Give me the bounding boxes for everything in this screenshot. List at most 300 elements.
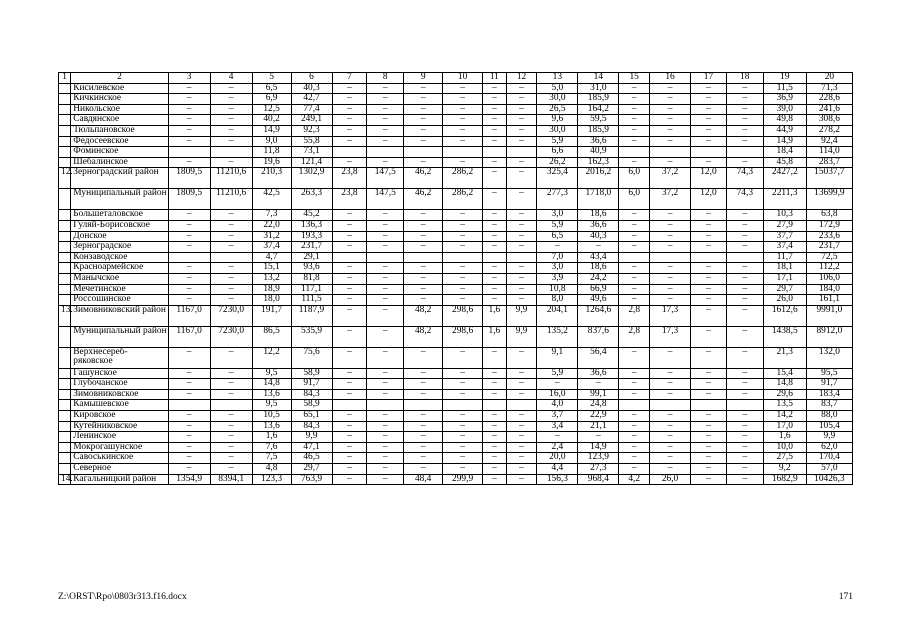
table-cell: 8,0 [537, 295, 578, 306]
table-cell: – [443, 432, 483, 443]
table-row [59, 432, 853, 443]
table-cell: – [619, 411, 650, 422]
table-cell [210, 252, 252, 263]
table-cell: – [332, 273, 367, 284]
table-cell: – [506, 157, 537, 168]
table-cell: 2427,2 [763, 168, 806, 189]
table-cell: – [168, 210, 210, 221]
table-cell: – [443, 464, 483, 475]
table-cell: 9,9 [506, 305, 537, 326]
table-cell: – [404, 284, 443, 295]
row-name: Савоськинское [71, 453, 168, 464]
table-cell: – [726, 326, 763, 347]
table-cell: – [483, 284, 507, 295]
table-cell: – [332, 326, 367, 347]
table-cell: 37,2 [650, 168, 691, 189]
table-cell: – [367, 125, 404, 136]
table-cell: 9,1 [537, 347, 578, 368]
table-cell: 74,3 [726, 168, 763, 189]
table-cell: – [210, 231, 252, 242]
table-cell: – [691, 474, 727, 485]
table-cell: 241,6 [806, 104, 852, 115]
header-cell: 18 [726, 73, 763, 84]
table-cell: – [332, 284, 367, 295]
table-cell: – [332, 220, 367, 231]
table-cell: 31,0 [578, 83, 619, 94]
table-cell: – [367, 104, 404, 115]
table-cell: – [726, 242, 763, 253]
table-cell: – [619, 464, 650, 475]
header-cell: 6 [291, 73, 332, 84]
table-cell: 11,7 [763, 252, 806, 263]
header-cell: 1 [59, 73, 71, 84]
table-cell: 17,3 [650, 326, 691, 347]
table-cell: – [691, 157, 727, 168]
table-cell: 48,4 [404, 474, 443, 485]
row-number [59, 284, 71, 295]
row-number [59, 115, 71, 126]
table-cell: – [210, 295, 252, 306]
table-cell: – [619, 295, 650, 306]
header-cell: 14 [578, 73, 619, 84]
table-cell [443, 147, 483, 158]
table-cell: 9,6 [537, 115, 578, 126]
table-cell: 77,4 [291, 104, 332, 115]
table-cell: – [210, 464, 252, 475]
table-cell: – [506, 432, 537, 443]
table-cell: – [210, 442, 252, 453]
table-cell: – [404, 94, 443, 105]
table-cell: – [332, 464, 367, 475]
table-cell: 19,6 [252, 157, 291, 168]
table-cell: – [619, 125, 650, 136]
table-cell: 5,9 [537, 220, 578, 231]
table-cell: – [506, 295, 537, 306]
table-cell: – [332, 263, 367, 274]
table-cell: – [506, 104, 537, 115]
table-cell: 37,4 [252, 242, 291, 253]
table-cell: 24,8 [578, 400, 619, 411]
page-number: 171 [838, 592, 853, 602]
table-cell: – [691, 389, 727, 400]
table-cell: 29,7 [763, 284, 806, 295]
table-cell: – [578, 432, 619, 443]
table-header-row [59, 73, 853, 84]
table-cell: 1167,0 [168, 305, 210, 326]
table-cell [691, 400, 727, 411]
table-cell: – [650, 284, 691, 295]
table-cell: 27,3 [578, 464, 619, 475]
table-cell: 6,9 [252, 94, 291, 105]
table-cell: 26,0 [650, 474, 691, 485]
table-cell: – [210, 432, 252, 443]
row-name: Федосеевское [71, 136, 168, 147]
row-name: Зимовниковское [71, 389, 168, 400]
table-cell: 837,6 [578, 326, 619, 347]
table-cell: – [506, 284, 537, 295]
table-cell: 1718,0 [578, 189, 619, 210]
table-cell: – [619, 389, 650, 400]
table-cell: 1,6 [252, 432, 291, 443]
table-cell: – [367, 94, 404, 105]
table-cell: 30,0 [537, 94, 578, 105]
header-cell: 16 [650, 73, 691, 84]
row-name: Савдянское [71, 115, 168, 126]
header-cell: 15 [619, 73, 650, 84]
row-name: Кагальницкий район [71, 474, 168, 485]
table-cell: – [691, 125, 727, 136]
table-cell: – [619, 83, 650, 94]
table-cell [404, 252, 443, 263]
table-cell: – [537, 379, 578, 390]
table-row [59, 284, 853, 295]
table-cell: 18,6 [578, 210, 619, 221]
table-cell: 1354,9 [168, 474, 210, 485]
table-cell [404, 400, 443, 411]
table-cell: – [210, 273, 252, 284]
table-cell: 2,8 [619, 305, 650, 326]
table-cell: – [650, 242, 691, 253]
table-cell: – [404, 125, 443, 136]
table-cell: 99,1 [578, 389, 619, 400]
table-cell: 74,3 [726, 189, 763, 210]
table-cell: 147,5 [367, 189, 404, 210]
row-number [59, 411, 71, 422]
table-cell [367, 147, 404, 158]
footer-file-path: Z:\ORST\Rpo\0803r313.f16.docx [58, 592, 187, 602]
table-cell: – [332, 453, 367, 464]
table-cell: – [506, 94, 537, 105]
row-name: Большеталовское [71, 210, 168, 221]
row-name: Верхнесереб-ряковское [71, 347, 168, 368]
table-cell: 92,4 [806, 136, 852, 147]
table-row [59, 125, 853, 136]
table-cell: 2,8 [619, 326, 650, 347]
table-cell: 40,3 [578, 231, 619, 242]
table-cell: – [650, 432, 691, 443]
table-cell: – [332, 347, 367, 368]
table-cell: – [691, 210, 727, 221]
table-cell: 136,3 [291, 220, 332, 231]
row-number: 13. [59, 305, 71, 326]
table-cell: – [168, 242, 210, 253]
table-cell: 106,0 [806, 273, 852, 284]
table-cell: 4,4 [537, 464, 578, 475]
table-cell: – [650, 83, 691, 94]
table-cell: 42,7 [291, 94, 332, 105]
table-cell: – [404, 432, 443, 443]
table-cell [691, 252, 727, 263]
table-row [59, 83, 853, 94]
table-cell: 29,7 [291, 464, 332, 475]
row-name: Зерноградский район [71, 168, 168, 189]
table-cell: 81,8 [291, 273, 332, 284]
table-cell: – [443, 368, 483, 379]
table-cell: – [332, 442, 367, 453]
table-cell: – [168, 442, 210, 453]
table-cell: – [483, 94, 507, 105]
table-cell: – [443, 115, 483, 126]
table-cell: 12,2 [252, 347, 291, 368]
table-cell: 46,2 [404, 189, 443, 210]
table-cell: 14,8 [763, 379, 806, 390]
table-cell: – [506, 464, 537, 475]
table-cell: – [619, 263, 650, 274]
table-cell: 18,4 [763, 147, 806, 158]
table-cell: 42,5 [252, 189, 291, 210]
table-cell: – [443, 442, 483, 453]
row-number [59, 231, 71, 242]
table-cell: 23,8 [332, 189, 367, 210]
table-cell: – [210, 389, 252, 400]
table-cell [483, 147, 507, 158]
table-row [59, 136, 853, 147]
table-cell [332, 252, 367, 263]
table-cell: – [650, 125, 691, 136]
table-cell: 39,0 [763, 104, 806, 115]
header-cell: 17 [691, 73, 727, 84]
table-cell: 278,2 [806, 125, 852, 136]
table-cell: – [332, 411, 367, 422]
table-cell: – [726, 432, 763, 443]
header-cell: 8 [367, 73, 404, 84]
header-cell: 2 [71, 73, 168, 84]
table-cell: 55,8 [291, 136, 332, 147]
table-cell: 763,9 [291, 474, 332, 485]
table-cell: 75,6 [291, 347, 332, 368]
table-cell: – [691, 115, 727, 126]
table-cell: – [332, 115, 367, 126]
table-cell: – [367, 432, 404, 443]
table-cell: – [210, 421, 252, 432]
table-cell: – [726, 157, 763, 168]
table-cell: – [483, 273, 507, 284]
table-cell [210, 400, 252, 411]
table-cell: – [443, 220, 483, 231]
table-cell: – [332, 125, 367, 136]
table-cell: 11210,6 [210, 189, 252, 210]
table-cell: – [404, 347, 443, 368]
table-cell: 4,2 [619, 474, 650, 485]
table-cell [367, 400, 404, 411]
table-cell: – [168, 368, 210, 379]
table-cell: – [691, 94, 727, 105]
table-cell: 36,6 [578, 220, 619, 231]
table-cell: – [506, 273, 537, 284]
table-row [59, 220, 853, 231]
row-number [59, 125, 71, 136]
table-cell: 20,0 [537, 453, 578, 464]
table-cell: 193,3 [291, 231, 332, 242]
table-cell: – [168, 464, 210, 475]
table-cell: 44,9 [763, 125, 806, 136]
table-cell: – [691, 104, 727, 115]
table-cell: 11210,6 [210, 168, 252, 189]
table-cell: – [506, 379, 537, 390]
table-cell: 66,9 [578, 284, 619, 295]
table-cell: – [506, 347, 537, 368]
table-row [59, 442, 853, 453]
row-number [59, 389, 71, 400]
table-cell [332, 400, 367, 411]
table-cell: – [404, 464, 443, 475]
table-cell: – [691, 432, 727, 443]
table-cell: – [506, 368, 537, 379]
table-cell: 36,9 [763, 94, 806, 105]
table-cell: – [726, 411, 763, 422]
table-cell: – [650, 104, 691, 115]
table-cell: – [726, 115, 763, 126]
table-cell: 15,4 [763, 368, 806, 379]
table-cell: 26,2 [537, 157, 578, 168]
table-cell: 4,0 [537, 400, 578, 411]
table-cell: 49,8 [763, 115, 806, 126]
table-cell: 1187,9 [291, 305, 332, 326]
table-cell: – [691, 368, 727, 379]
table-cell: 9,9 [291, 432, 332, 443]
table-cell: – [483, 379, 507, 390]
table-cell: – [691, 136, 727, 147]
table-cell: 123,3 [252, 474, 291, 485]
table-cell: 1264,6 [578, 305, 619, 326]
row-name: Кутейниковское [71, 421, 168, 432]
table-cell: – [483, 231, 507, 242]
row-name: Муниципальный район [71, 326, 168, 347]
table-cell: – [483, 474, 507, 485]
table-cell [726, 147, 763, 158]
table-cell: – [367, 421, 404, 432]
row-number [59, 442, 71, 453]
table-cell: – [168, 263, 210, 274]
table-cell: – [443, 157, 483, 168]
table-cell: 1,6 [483, 305, 507, 326]
table-cell: – [726, 305, 763, 326]
table-cell [210, 147, 252, 158]
table-cell: – [483, 189, 507, 210]
table-cell: – [332, 83, 367, 94]
table-cell: 121,4 [291, 157, 332, 168]
table-cell: – [210, 157, 252, 168]
table-cell: – [726, 284, 763, 295]
table-cell: – [210, 242, 252, 253]
table-cell: – [506, 453, 537, 464]
table-cell: 17,0 [763, 421, 806, 432]
table-row [59, 157, 853, 168]
table-cell: – [691, 284, 727, 295]
table-row [59, 210, 853, 221]
table-cell: 15,1 [252, 263, 291, 274]
table-cell: – [367, 210, 404, 221]
table-cell: – [404, 136, 443, 147]
table-row [59, 453, 853, 464]
table-cell: – [506, 263, 537, 274]
table-cell: – [726, 464, 763, 475]
table-cell: 9,9 [506, 326, 537, 347]
table-row [59, 189, 853, 210]
table-cell: – [483, 453, 507, 464]
table-cell: 210,3 [252, 168, 291, 189]
table-cell: – [506, 125, 537, 136]
table-cell: – [168, 284, 210, 295]
table-cell: 105,4 [806, 421, 852, 432]
table-cell: – [168, 453, 210, 464]
table-cell: – [726, 421, 763, 432]
table-cell: 147,5 [367, 168, 404, 189]
table-cell [650, 147, 691, 158]
table-row [59, 104, 853, 115]
table-cell: 968,4 [578, 474, 619, 485]
table-cell: – [367, 115, 404, 126]
table-cell: – [506, 421, 537, 432]
table-cell: – [691, 231, 727, 242]
table-cell: 283,7 [806, 157, 852, 168]
row-name: Донское [71, 231, 168, 242]
table-cell: – [691, 305, 727, 326]
table-cell: – [483, 368, 507, 379]
table-cell: – [443, 104, 483, 115]
table-cell: – [443, 347, 483, 368]
header-cell: 9 [404, 73, 443, 84]
table-cell: 6,0 [619, 189, 650, 210]
table-cell: – [537, 432, 578, 443]
row-name: Конзаводское [71, 252, 168, 263]
table-cell: – [404, 83, 443, 94]
table-cell: – [332, 210, 367, 221]
row-number [59, 421, 71, 432]
table-cell: – [210, 115, 252, 126]
table-cell: 1167,0 [168, 326, 210, 347]
row-number [59, 400, 71, 411]
table-cell: – [210, 411, 252, 422]
table-cell: 37,4 [763, 242, 806, 253]
row-name: Зимовниковский район [71, 305, 168, 326]
table-cell: – [506, 210, 537, 221]
table-cell: 14,2 [763, 411, 806, 422]
table-cell: 156,3 [537, 474, 578, 485]
table-cell: – [619, 273, 650, 284]
table-cell: 95,5 [806, 368, 852, 379]
table-cell: – [367, 326, 404, 347]
table-row [59, 252, 853, 263]
table-cell: 40,2 [252, 115, 291, 126]
table-cell: – [619, 94, 650, 105]
table-cell: – [726, 442, 763, 453]
table-cell: – [367, 453, 404, 464]
table-cell: 112,2 [806, 263, 852, 274]
row-name: Зерноградское [71, 242, 168, 253]
table-cell: – [168, 157, 210, 168]
table-cell: 31,2 [252, 231, 291, 242]
table-row [59, 474, 853, 485]
table-cell: – [443, 453, 483, 464]
table-cell: 91,7 [291, 379, 332, 390]
table-cell: – [650, 389, 691, 400]
row-name: Шебалинское [71, 157, 168, 168]
table-cell: 29,1 [291, 252, 332, 263]
table-cell: – [332, 231, 367, 242]
row-name: Тюльпановское [71, 125, 168, 136]
header-cell: 3 [168, 73, 210, 84]
table-cell: 21,3 [763, 347, 806, 368]
table-row [59, 94, 853, 105]
table-row [59, 242, 853, 253]
table-cell: – [506, 389, 537, 400]
table-cell: – [726, 368, 763, 379]
table-cell: – [691, 273, 727, 284]
table-cell: – [650, 273, 691, 284]
table-cell: 14,9 [763, 136, 806, 147]
table-cell: – [332, 389, 367, 400]
